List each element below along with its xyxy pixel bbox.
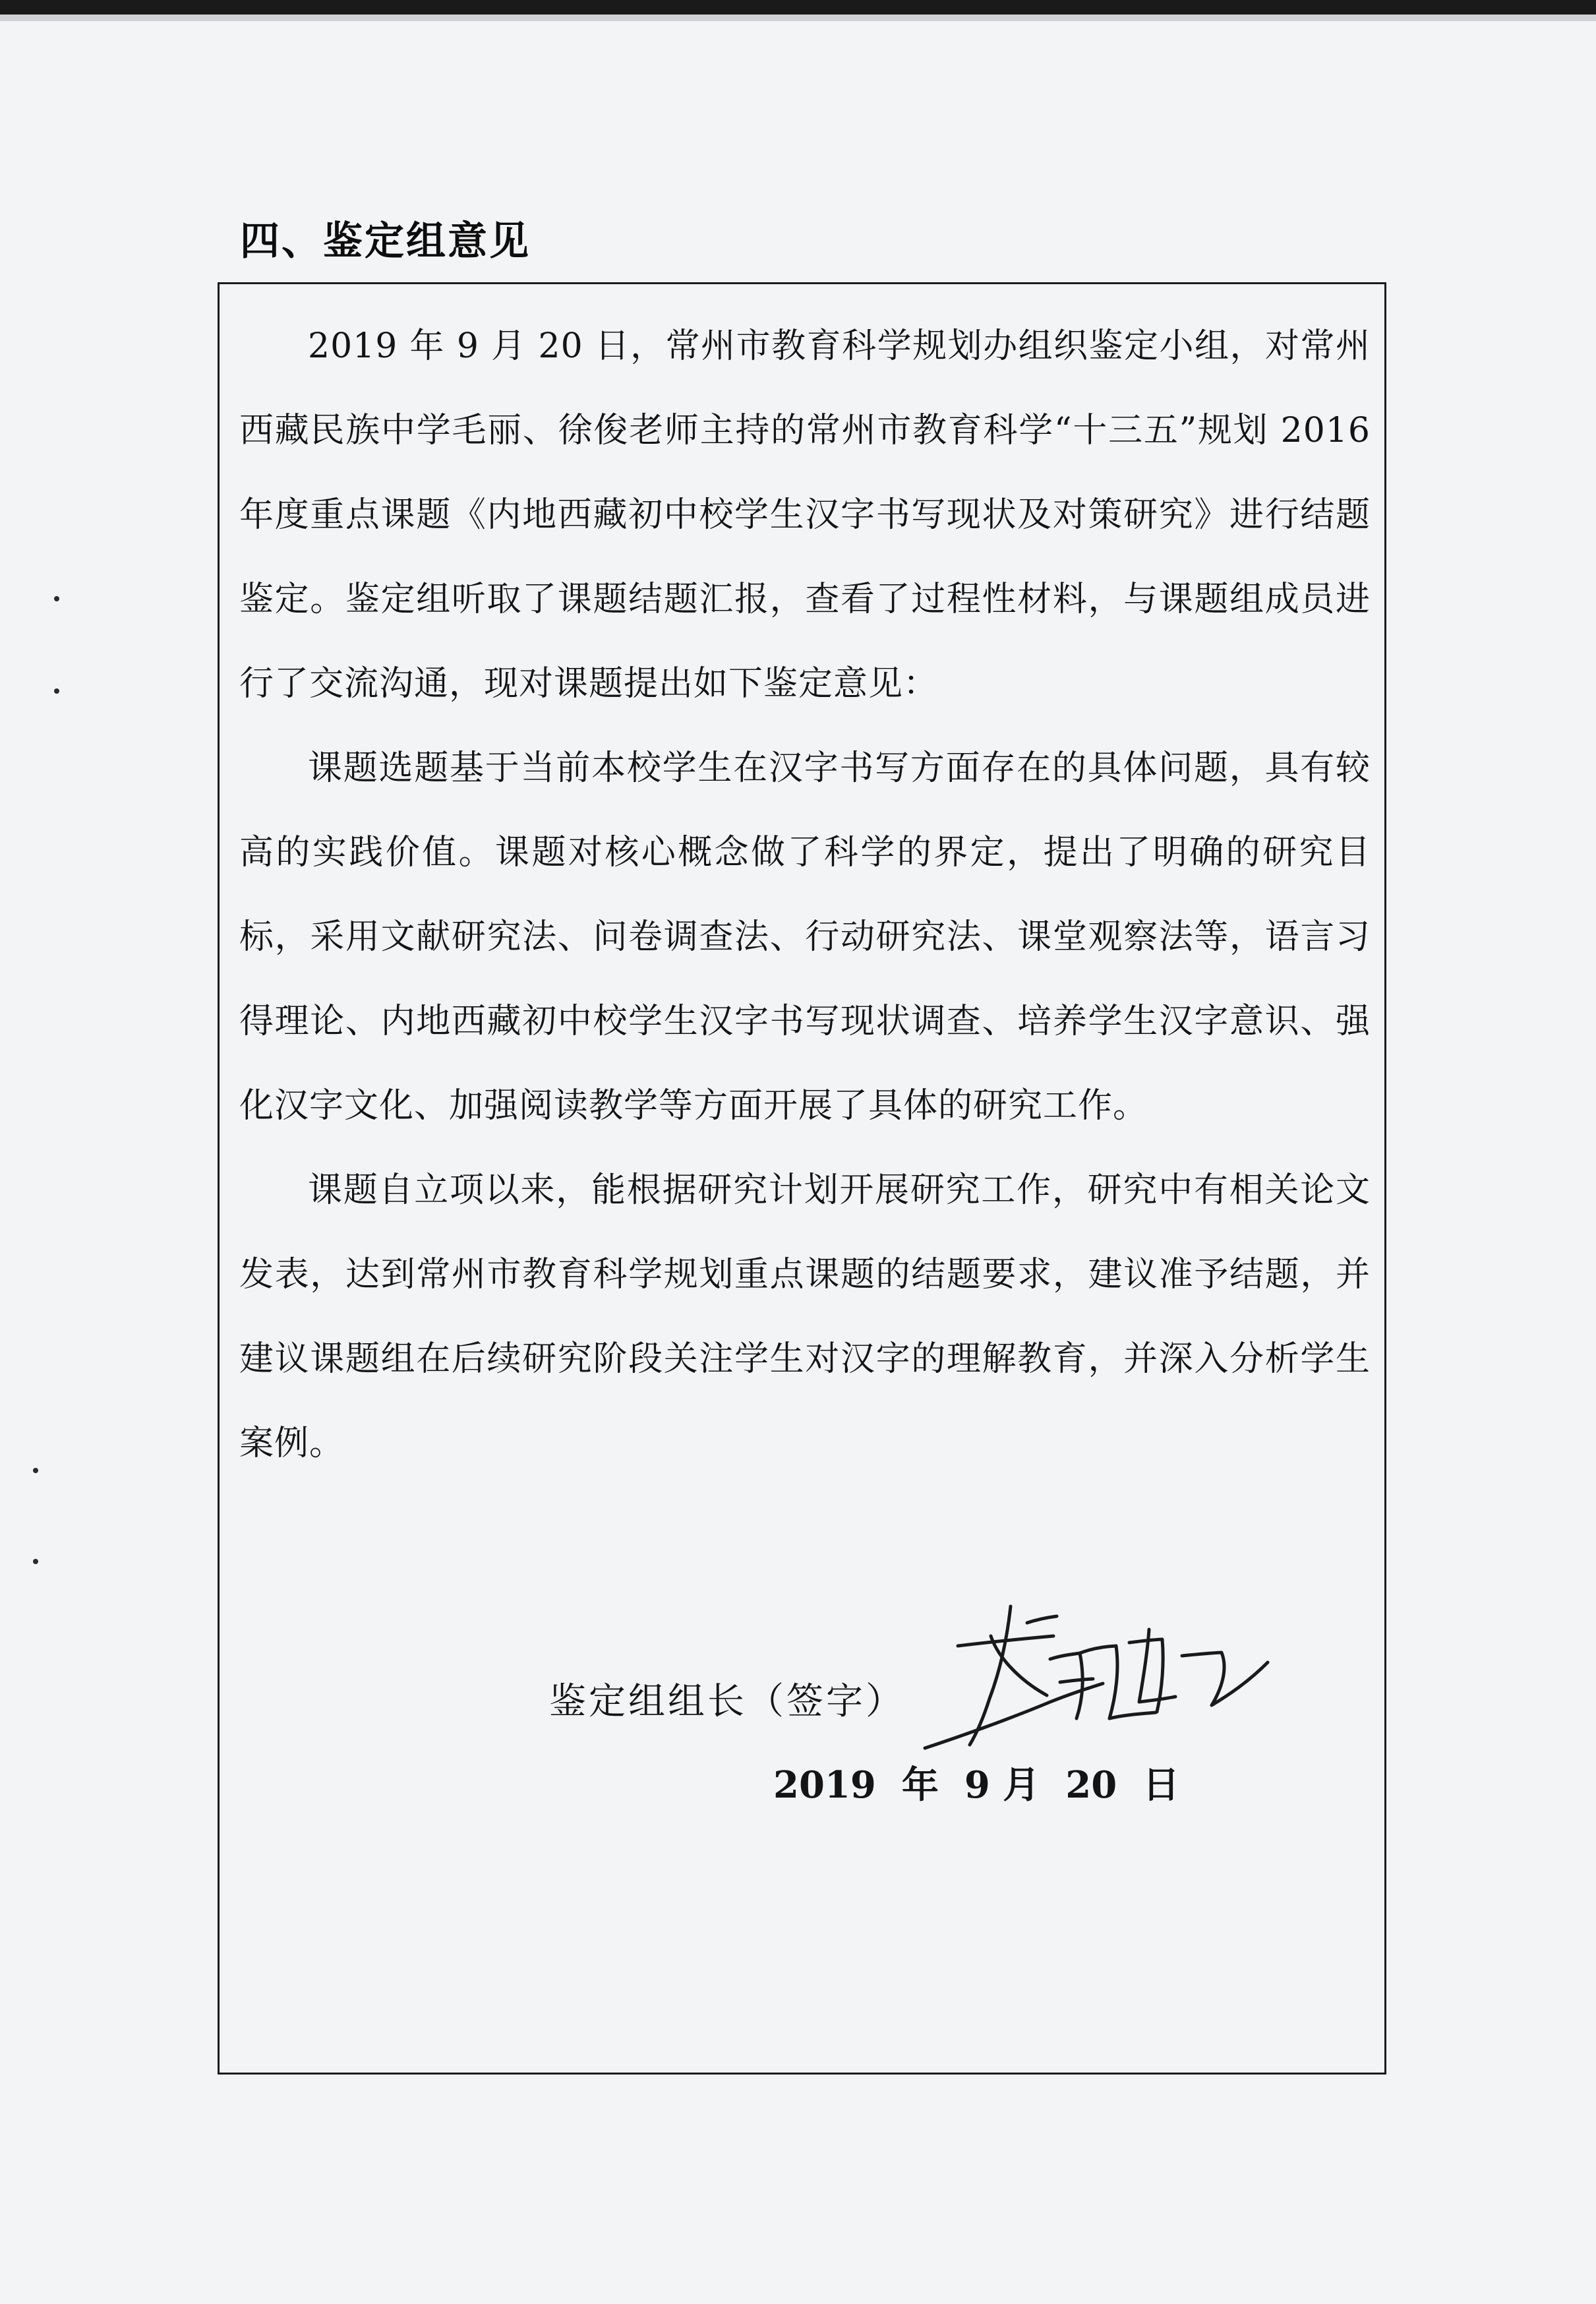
scan-dot [33, 1559, 38, 1564]
scan-dot [54, 596, 59, 601]
opinion-paragraph-1: 2019 年 9 月 20 日，常州市教育科学规划办组织鉴定小组，对常州西藏民族中学毛丽、徐俊老师主持的常州市教育科学“十三五”规划 2016 年度重点课题《内地西藏初中校学生汉字书写现状及对策研究》进行结题鉴定。鉴定组听取了课题结题汇报，查看了过程性材料，与课题组成员进行了交流沟通，现对课题提出如下鉴定意见： [239, 326, 1371, 704]
scan-dot [33, 1468, 38, 1473]
sign-date: 2019 年 9 月 20 日 [773, 1763, 1180, 1807]
opinion-box [218, 282, 1386, 2075]
opinion-body [239, 304, 1371, 1486]
opinion-paragraph-3: 课题自立项以来，能根据研究计划开展研究工作，研究中有相关论文发表，达到常州市教育科学规划重点课题的结题要求，建议准予结题，并建议课题组在后续研究阶段关注学生对汉字的理解教育，并深入分析学生案例。 [239, 1170, 1371, 1463]
handwritten-signature [912, 1583, 1281, 1781]
scan-dot [54, 688, 59, 694]
signer-label: 鉴定组组长（签字） [549, 1680, 905, 1723]
opinion-paragraph-2: 课题选题基于当前本校学生在汉字书写方面存在的具体问题，具有较高的实践价值。课题对核心概念做了科学的界定，提出了明确的研究目标，采用文献研究法、问卷调查法、行动研究法、课堂观察法等，语言习得理论、内地西藏初中校学生汉字书写现状调查、培养学生汉字意识、强化汉字文化、加强阅读教学等方面开展了具体的研究工作。 [239, 748, 1371, 1126]
section-heading: 四、鉴定组意见 [240, 218, 531, 264]
scan-border-top [0, 0, 1596, 15]
scan-border-shadow [0, 15, 1596, 21]
